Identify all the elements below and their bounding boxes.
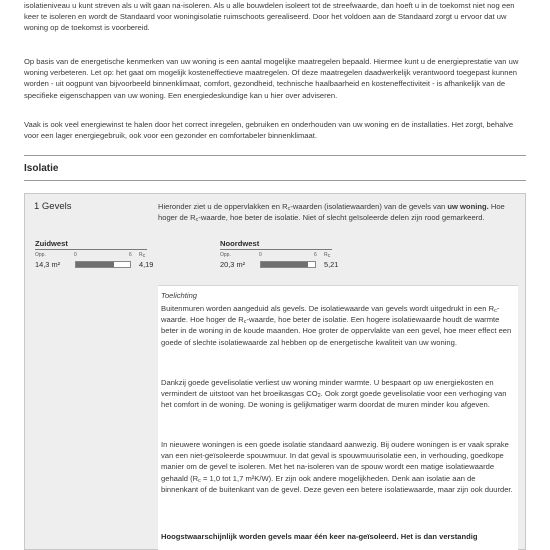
gevels-panel: [24, 193, 526, 550]
gauge-area: 20,3 m²: [220, 260, 246, 269]
section-underline: [24, 180, 526, 181]
explanation-heading: Toelichting: [161, 291, 198, 300]
rc-bar-fill: [261, 262, 308, 267]
rc-bar: [260, 261, 316, 268]
rc-bar-fill: [76, 262, 114, 267]
gauge-values: [220, 259, 339, 270]
explanation-paragraph-1: Buitenmuren worden aangeduid als gevels. De isolatiewaarde van gevels wordt uitgedrukt in een $R_c$-waarde. Hoe hoger de $R_c$-waarde, hoe beter de isolatie. Een hogere isolatiewaarde houdt de warmte beter in de woning in de koude maanden. Hoe groter de oppervlakte van een gevel, hoe meer effect een goede of slechte isolatiewaarde zal hebben op de energetische kwaliteit van uw woning.: [161, 304, 512, 347]
gauge-area: 14,3 m²: [35, 260, 61, 269]
rc-bar: [75, 261, 131, 268]
gauge-values: [35, 259, 154, 270]
section-divider: [24, 155, 526, 156]
gauge-direction: Zuidwest: [35, 239, 147, 250]
gauge-rc-value: 5,21: [324, 260, 339, 269]
gauge-rc-value: 4,19: [139, 260, 154, 269]
gauge-direction: Noordwest: [220, 239, 332, 250]
section-title: Isolatie: [24, 163, 59, 174]
explanation-box: [158, 285, 518, 550]
gauge-scale: Opp. 0 6 $R_c$: [220, 252, 331, 259]
gauge-zuidwest: [35, 239, 154, 270]
gauge-scale: Opp. 0 6 $R_c$: [35, 252, 146, 259]
explanation-paragraph-3: In nieuwere woningen is een goede isolatie standaard aanwezig. Bij oudere woningen is er vaak sprake van een niet-geïsoleerde spouwmuur. In dat geval is spouwmuurisolatie een, in verhouding, goedkope manier om de gevel te isoleren. Met het na-isoleren van de spouw wordt een matige isolatiewaarde gehaald ($R_c = 1,0$ tot 1,7 m²K/W). Er zijn ook andere mogelijkheden. Denk aan isolatie aan de binnenkant of de buitenkant van de gevel. Deze geven een betere isolatiewaarde, maar zijn ook duurder.: [161, 440, 513, 494]
intro-paragraph-2: Op basis van de energetische kenmerken van uw woning is een aantal mogelijke maatregelen bepaald. Hiermee kunt u de energieprestatie van uw woning verbeteren. Let op: het gaat om mogelijk kosteneffectieve maatregelen. Of deze maatregelen daadwerkelijk verantwoord toegepast kunnen worden - uit oogpunt van bijvoorbeeld binnenklimaat, comfort, gezondheid, technische haalbaarheid en kosteneffectiviteit - is afhankelijk van de specifieke eigenschappen van uw woning. Een energiedeskundige kan u hier over adviseren.: [24, 57, 519, 100]
panel-title: 1 Gevels: [34, 201, 72, 212]
explanation-paragraph-2: Dankzij goede gevelisolatie verliest uw woning minder warmte. U bespaart op uw energiekosten en vermindert de uitstoot van het broeikasgas $CO_2$. Ook zorgt goede gevelisolatie voor een verhoging van het comfort in de woning. De woning is gelijkmatiger warm doordat de muren minder kou afgeven.: [161, 378, 507, 410]
panel-intro: Hieronder ziet u de oppervlakken en $R_c$-waarden (isolatiewaarden) van de gevels van uw woning. Hoe hoger de $R_c$-waarde, hoe beter de isolatie. Niet of slecht geïsoleerde delen zijn rood gemarkeerd.: [158, 202, 505, 224]
intro-paragraph-3: Vaak is ook veel energiewinst te halen door het correct inregelen, gebruiken en onderhouden van uw woning en de installaties. Het zorgt, behalve voor een lager energiegebruik, ook voor een gezonder en comfortabeler binnenklimaat.: [24, 120, 514, 141]
gauge-noordwest: [220, 239, 339, 270]
intro-paragraph-1: isolatieniveau u kunt streven als u wilt gaan na-isoleren. Als u alle bouwdelen isoleert tot de streefwaarde, dan hoeft u in de toekomst niet nog een keer te isoleren en wordt de Standaard voor woningisolatie ruimschoots gerealiseerd. Door het voldoen aan de Standaard zorgt u ervoor dat uw woning op de toekomst is voorbereid.: [24, 1, 515, 33]
explanation-paragraph-4: Hoogstwaarschijnlijk worden gevels maar één keer na-geïsoleerd. Het is dan verstandig: [161, 532, 478, 541]
